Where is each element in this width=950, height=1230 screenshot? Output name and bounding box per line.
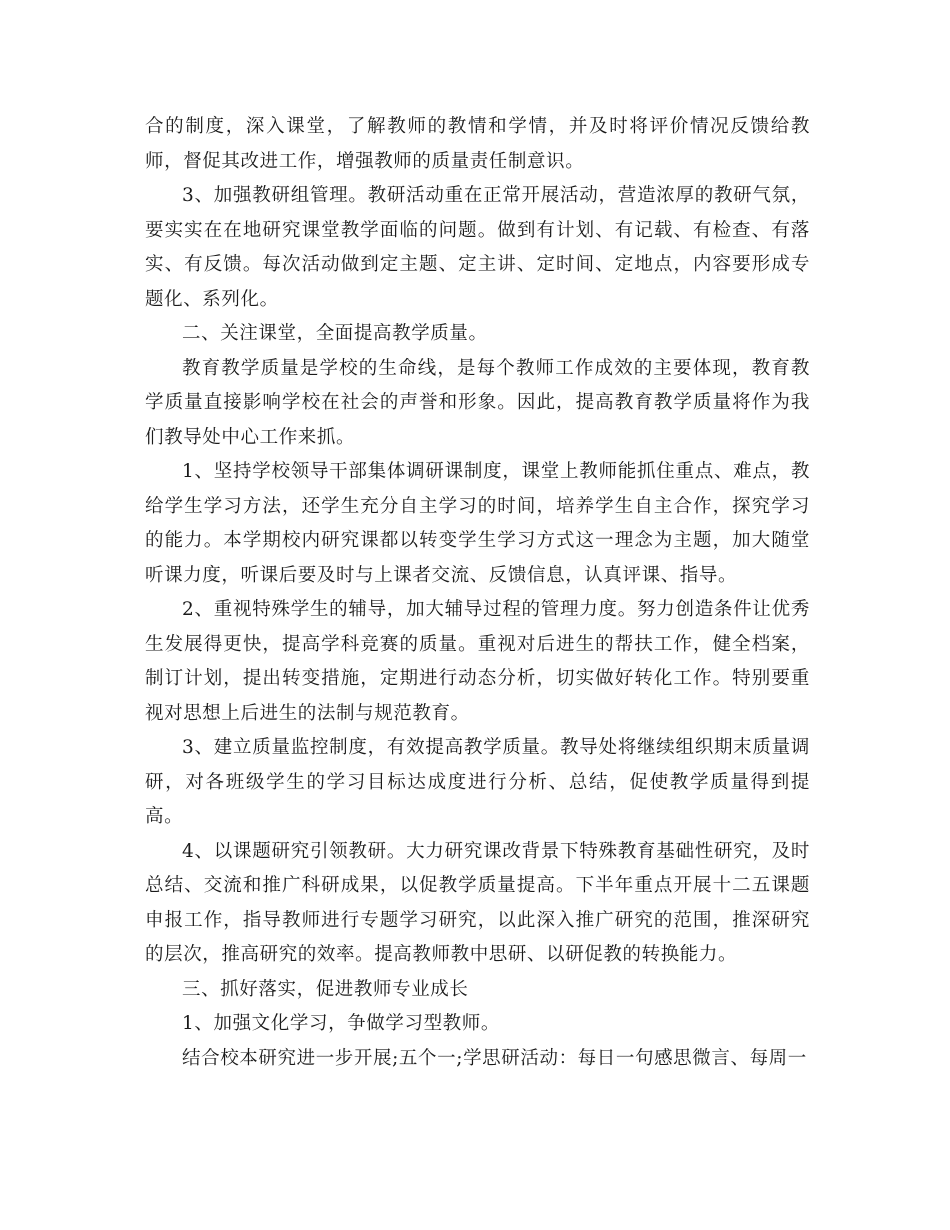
paragraph-item-3-quality-monitoring: 3、建立质量监控制度，有效提高教学质量。教导处将继续组织期末质量调研，对各班级学生的学习目标达成度进行分析、总结，促使教学质量得到提高。: [145, 737, 810, 827]
paragraph-item-4-research-projects: 4、以课题研究引领教研。大力研究课改背景下特殊教育基础性研究，及时总结、交流和推广科研成果，以促教学质量提高。下半年重点开展十二五课题申报工作，指导教师进行专题学习研究，以此深入推广研究的范围，推深研究的层次，推高研究的效率。提高教师教中思研、以研促教的转换能力。: [145, 840, 810, 965]
paragraph-item-1-research-lessons: 1、坚持学校领导干部集体调研课制度，课堂上教师能抓住重点、难点，教给学生学习方法，还学生充分自主学习的时间，培养学生自主合作，探究学习的能力。本学期校内研究课都以转变学生学习方式这一理念为主题，加大随堂听课力度，听课后要及时与上课者交流、反馈信息，认真评课、指导。: [145, 461, 810, 586]
section-heading-3: 三、抓好落实，促进教师专业成长: [182, 978, 469, 1000]
paragraph-item-2-special-students: 2、重视特殊学生的辅导，加大辅导过程的管理力度。努力创造条件让优秀生发展得更快，提高学科竞赛的质量。重视对后进生的帮扶工作，健全档案，制订计划，提出转变措施，定期进行动态分析，切实做好转化工作。特别要重视对思想上后进生的法制与规范教育。: [145, 599, 810, 724]
paragraph-continuation: 合的制度，深入课堂，了解教师的教情和学情，并及时将评价情况反馈给教师，督促其改进工作，增强教师的质量责任制意识。: [145, 116, 810, 172]
paragraph-item-1-cultural-learning: 1、加强文化学习，争做学习型教师。: [182, 1013, 500, 1034]
paragraph-quality-intro: 教育教学质量是学校的生命线，是每个教师工作成效的主要体现，教育教学质量直接影响学校在社会的声誉和形象。因此，提高教育教学质量将作为我们教导处中心工作来抓。: [145, 357, 810, 448]
section-heading-2: 二、关注课堂，全面提高教学质量。: [182, 323, 488, 344]
document-body: [145, 110, 810, 1076]
paragraph-item-3-teaching-research: 3、加强教研组管理。教研活动重在正常开展活动，营造浓厚的教研气氛，要实实在在地研究课堂教学面临的问题。做到有计划、有记载、有检查、有落实、有反馈。每次活动做到定主题、定主讲、定时间、定地点，内容要形成专题化、系列化。: [145, 185, 810, 310]
paragraph-school-research: 结合校本研究进一步开展;五个一;学思研活动：每日一句感思微言、每周一: [182, 1047, 807, 1069]
